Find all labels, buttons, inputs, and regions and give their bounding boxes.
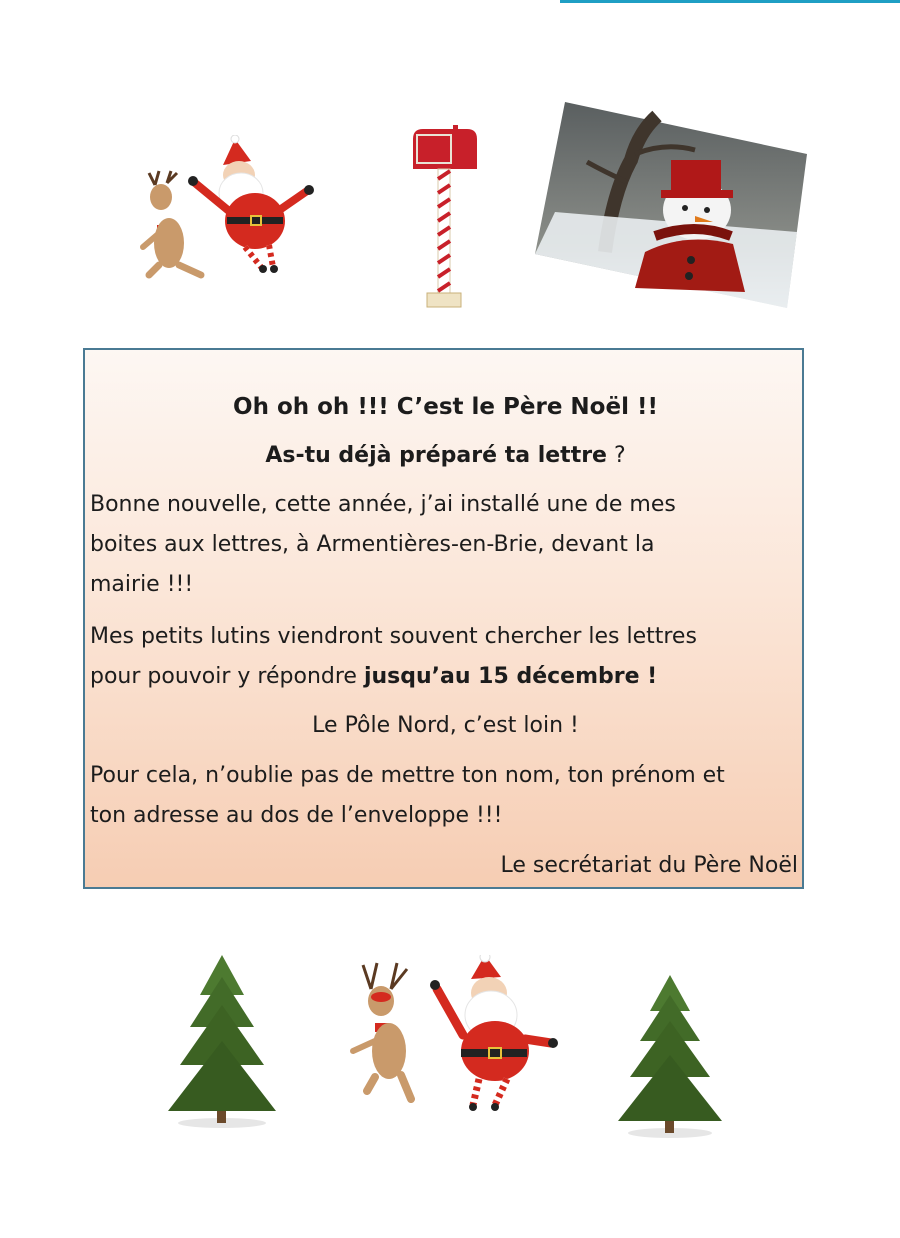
- christmas-tree-icon: [612, 975, 727, 1140]
- letter-question-mark: ?: [606, 443, 626, 468]
- letter-question: [85, 442, 806, 470]
- reindeer-icon: [143, 171, 201, 275]
- mailbox-icon: [405, 125, 485, 315]
- letter-paragraph-2-line-2-text: pour pouvoir y répondre: [90, 664, 364, 689]
- letter-north-pole: Le Pôle Nord, c’est loin !: [312, 713, 579, 738]
- letter-signature: Le secrétariat du Père Noël: [500, 853, 798, 878]
- snowman-photo: [535, 102, 810, 312]
- santa-icon: [430, 955, 558, 1111]
- scan-edge-line: [560, 0, 900, 3]
- reindeer-and-santa-dancing-icon: [135, 135, 315, 285]
- christmas-tree-icon: [162, 955, 282, 1130]
- letter-paragraph-1-line-1: Bonne nouvelle, cette année, j’ai installé une de mes: [90, 492, 676, 517]
- letter-title: Oh oh oh !!! C’est le Père Noël !!: [233, 394, 658, 420]
- letter-paragraph-2-line-1: Mes petits lutins viendront souvent chercher les lettres: [90, 624, 697, 649]
- letter-paragraph-2-line-2: [90, 663, 657, 691]
- reindeer-and-santa-dancing-icon: [345, 955, 560, 1115]
- letter-paragraph-1-line-2: boites aux lettres, à Armentières-en-Brie, devant la: [90, 532, 655, 557]
- letter-paragraph-1-line-3: mairie !!!: [90, 572, 194, 597]
- letter-paragraph-3-line-1: Pour cela, n’oublie pas de mettre ton nom, ton prénom et: [90, 763, 725, 788]
- letter-panel: [83, 348, 804, 889]
- letter-paragraph-3-line-2: ton adresse au dos de l’enveloppe !!!: [90, 803, 503, 828]
- santa-icon: [188, 135, 314, 273]
- letter-question-text: As-tu déjà préparé ta lettre: [265, 443, 607, 468]
- letter-deadline: jusqu’au 15 décembre !: [363, 664, 658, 689]
- reindeer-icon: [353, 963, 411, 1099]
